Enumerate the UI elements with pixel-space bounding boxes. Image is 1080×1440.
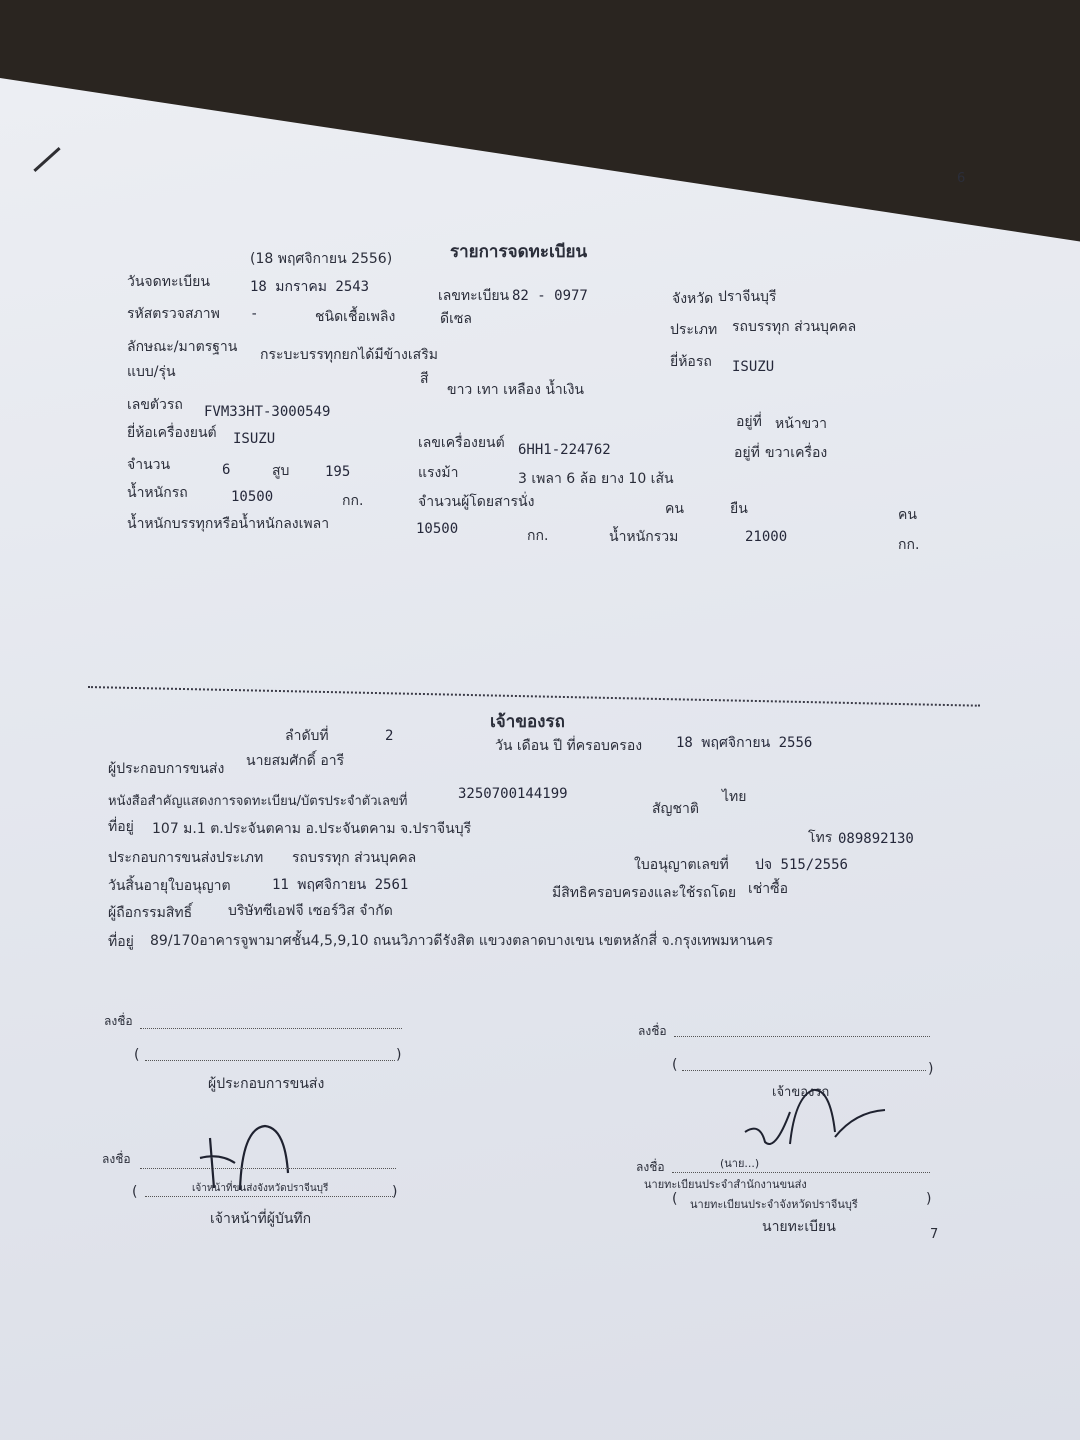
passengers-unit: คน (665, 501, 684, 517)
owner-close-paren: ) (928, 1061, 934, 1077)
reg-date-label: วันจดทะเบียน (127, 274, 210, 290)
nationality-label: สัญชาติ (652, 801, 699, 817)
id-label: หนังสือสำคัญแสดงการจดทะเบียน/บัตรประจำตัวเลขที่ (108, 794, 408, 809)
right-label: มีสิทธิครอบครองและใช้รถโดย (552, 885, 737, 901)
officer-name-line (145, 1196, 395, 1197)
stand-unit: คน (898, 507, 917, 523)
registrar-close-paren: ) (926, 1191, 932, 1207)
nationality-value: ไทย (722, 789, 747, 805)
brand-label: ยี่ห้อรถ (670, 354, 712, 370)
officer-role: เจ้าหน้าที่ผู้บันทึก (210, 1211, 312, 1227)
gross-value: 21000 (745, 529, 788, 545)
possess-date-label: วัน เดือน ปี ที่ครอบครอง (495, 738, 643, 754)
operator-label: ผู้ประกอบการขนส่ง (108, 761, 225, 777)
reg-date-value: 18 มกราคม 2543 (250, 279, 370, 295)
operator-sign-line (140, 1028, 402, 1029)
load-label: น้ำหนักบรรทุกหรือน้ำหนักลงเพลา (127, 516, 330, 532)
gross-label: น้ำหนักรวม (609, 529, 679, 545)
owner-sign-line (674, 1036, 930, 1037)
province-label: จังหวัด (672, 291, 714, 307)
chassis-loc-label: อยู่ที่ (736, 414, 762, 430)
color-label: สี (420, 371, 429, 387)
owner-title: เจ้าของรถ (490, 712, 565, 732)
operator-sign-label: ลงชื่อ (104, 1014, 133, 1028)
operator-close-paren: ) (396, 1047, 402, 1063)
transport-type-value: รถบรรทุก ส่วนบุคคล (292, 850, 417, 866)
gross-unit: กก. (898, 537, 920, 553)
owner-name-line (682, 1070, 926, 1071)
model-label: แบบ/รุ่น (127, 364, 176, 380)
cylinder-unit: สูบ (272, 463, 290, 479)
load-value: 10500 (416, 521, 459, 537)
category-label: ประเภท (670, 322, 718, 338)
titleholder-label: ผู้ถือกรรมสิทธิ์ (108, 905, 193, 921)
seq-label: ลำดับที่ (285, 728, 329, 744)
load-unit: กก. (527, 528, 549, 544)
brand-value: ISUZU (732, 359, 775, 375)
chassis-value: FVM33HT-3000549 (204, 404, 331, 420)
weight-value: 10500 (231, 489, 274, 505)
page-number-top: 6 (957, 171, 966, 186)
engine-brand-value: ISUZU (233, 431, 276, 447)
titleholder-value: บริษัทซีเอฟจี เซอร์วิส จำกัด (228, 903, 393, 919)
license-label: ใบอนุญาตเลขที่ (634, 857, 729, 873)
right-value: เช่าซื้อ (748, 881, 789, 897)
registrar-sign-line (672, 1172, 930, 1173)
registrar-sign-label: ลงชื่อ (636, 1160, 665, 1174)
registrar-role: นายทะเบียน (762, 1219, 836, 1235)
owner-sign-label: ลงชื่อ (638, 1024, 667, 1038)
count-label: จำนวน (127, 457, 171, 473)
registrar-signature (735, 1082, 905, 1172)
color-value: ขาว เทา เหลือง น้ำเงิน (447, 382, 584, 398)
page-number-bottom: 7 (930, 1227, 939, 1242)
operator-open-paren: ( (134, 1047, 140, 1063)
operator-role: ผู้ประกอบการขนส่ง (208, 1076, 325, 1092)
chassis-label: เลขตัวรถ (127, 397, 183, 413)
owner-role: เจ้าของรถ (772, 1085, 830, 1100)
registrar-open-paren: ( (672, 1191, 678, 1207)
style-label: ลักษณะ/มาตรฐาน (127, 339, 238, 355)
plate-value: 82 - 0977 (512, 288, 588, 304)
phone-value: 089892130 (838, 831, 914, 847)
expiry-value: 11 พฤศจิกายน 2561 (272, 877, 409, 893)
seq-value: 2 (385, 728, 394, 744)
inspection-label: รหัสตรวจสภาพ (127, 306, 220, 322)
possess-date-value: 18 พฤศจิกายน 2556 (676, 735, 813, 751)
officer-open-paren: ( (132, 1184, 138, 1200)
officer-stamp-text: เจ้าหน้าที่ขนส่งจังหวัดปราจีนบุรี (192, 1183, 329, 1194)
cylinders-value: 6 (222, 462, 231, 478)
th-address-label: ที่อยู่ (108, 934, 134, 950)
operator-value: นายสมศักดิ์ อารี (246, 753, 345, 769)
id-value: 3250700144199 (458, 786, 568, 802)
category-value: รถบรรทุก ส่วนบุคคล (732, 319, 857, 335)
license-value: ปจ 515/2556 (755, 857, 848, 873)
axles-value: 3 เพลา 6 ล้อ ยาง 10 เส้น (518, 471, 674, 487)
engine-no-label: เลขเครื่องยนต์ (418, 435, 505, 451)
officer-sign-line (140, 1168, 396, 1169)
expiry-label: วันสิ้นอายุใบอนุญาต (108, 878, 231, 894)
registrar-line1: นายทะเบียนประจำสำนักงานขนส่ง (644, 1178, 807, 1191)
phone-label: โทร (808, 830, 833, 846)
operator-name-line (145, 1060, 395, 1061)
registrar-name: (นาย...) (720, 1157, 760, 1170)
fuel-value: ดีเซล (440, 311, 472, 327)
passengers-label: จำนวนผู้โดยสารนั่ง (418, 494, 535, 510)
chassis-loc-value: หน้าขวา (775, 416, 827, 432)
officer-close-paren: ) (392, 1184, 398, 1200)
inspection-value: - (250, 306, 259, 322)
address-value: 107 ม.1 ต.ประจันตคาม อ.ประจันตคาม จ.ปราจีนบุรี (152, 821, 472, 837)
hp-label: แรงม้า (418, 465, 459, 481)
cc-value: 195 (325, 464, 351, 480)
registrar-line2: นายทะเบียนประจำจังหวัดปราจีนบุรี (690, 1198, 858, 1211)
th-address-value: 89/170อาคารจูพามาศชั้น4,5,9,10 ถนนวิภาวดีรังสิต แขวงตลาดบางเขน เขตหลักสี่ จ.กรุงเทพมหานคร (150, 933, 774, 949)
fuel-label: ชนิดเชื้อเพลิง (315, 309, 396, 325)
stand-label: ยืน (730, 501, 748, 517)
owner-open-paren: ( (672, 1057, 678, 1073)
style-value: กระบะบรรทุกยกได้มีข้างเสริม (260, 347, 438, 363)
engine-loc-label: อยู่ที่ (734, 445, 760, 461)
province-value: ปราจีนบุรี (718, 289, 777, 305)
transport-type-label: ประกอบการขนส่งประเภท (108, 850, 264, 866)
engine-brand-label: ยี่ห้อเครื่องยนต์ (127, 425, 217, 441)
document-title: รายการจดทะเบียน (450, 242, 588, 262)
engine-loc-value: ขวาเครื่อง (765, 445, 828, 461)
header-date: (18 พฤศจิกายน 2556) (250, 251, 393, 267)
engine-no-value: 6HH1-224762 (518, 442, 611, 458)
weight-label: น้ำหนักรถ (127, 485, 188, 501)
officer-sign-label: ลงชื่อ (102, 1152, 131, 1166)
plate-label: เลขทะเบียน (438, 288, 510, 304)
weight-unit: กก. (342, 493, 364, 509)
address-label: ที่อยู่ (108, 819, 134, 835)
